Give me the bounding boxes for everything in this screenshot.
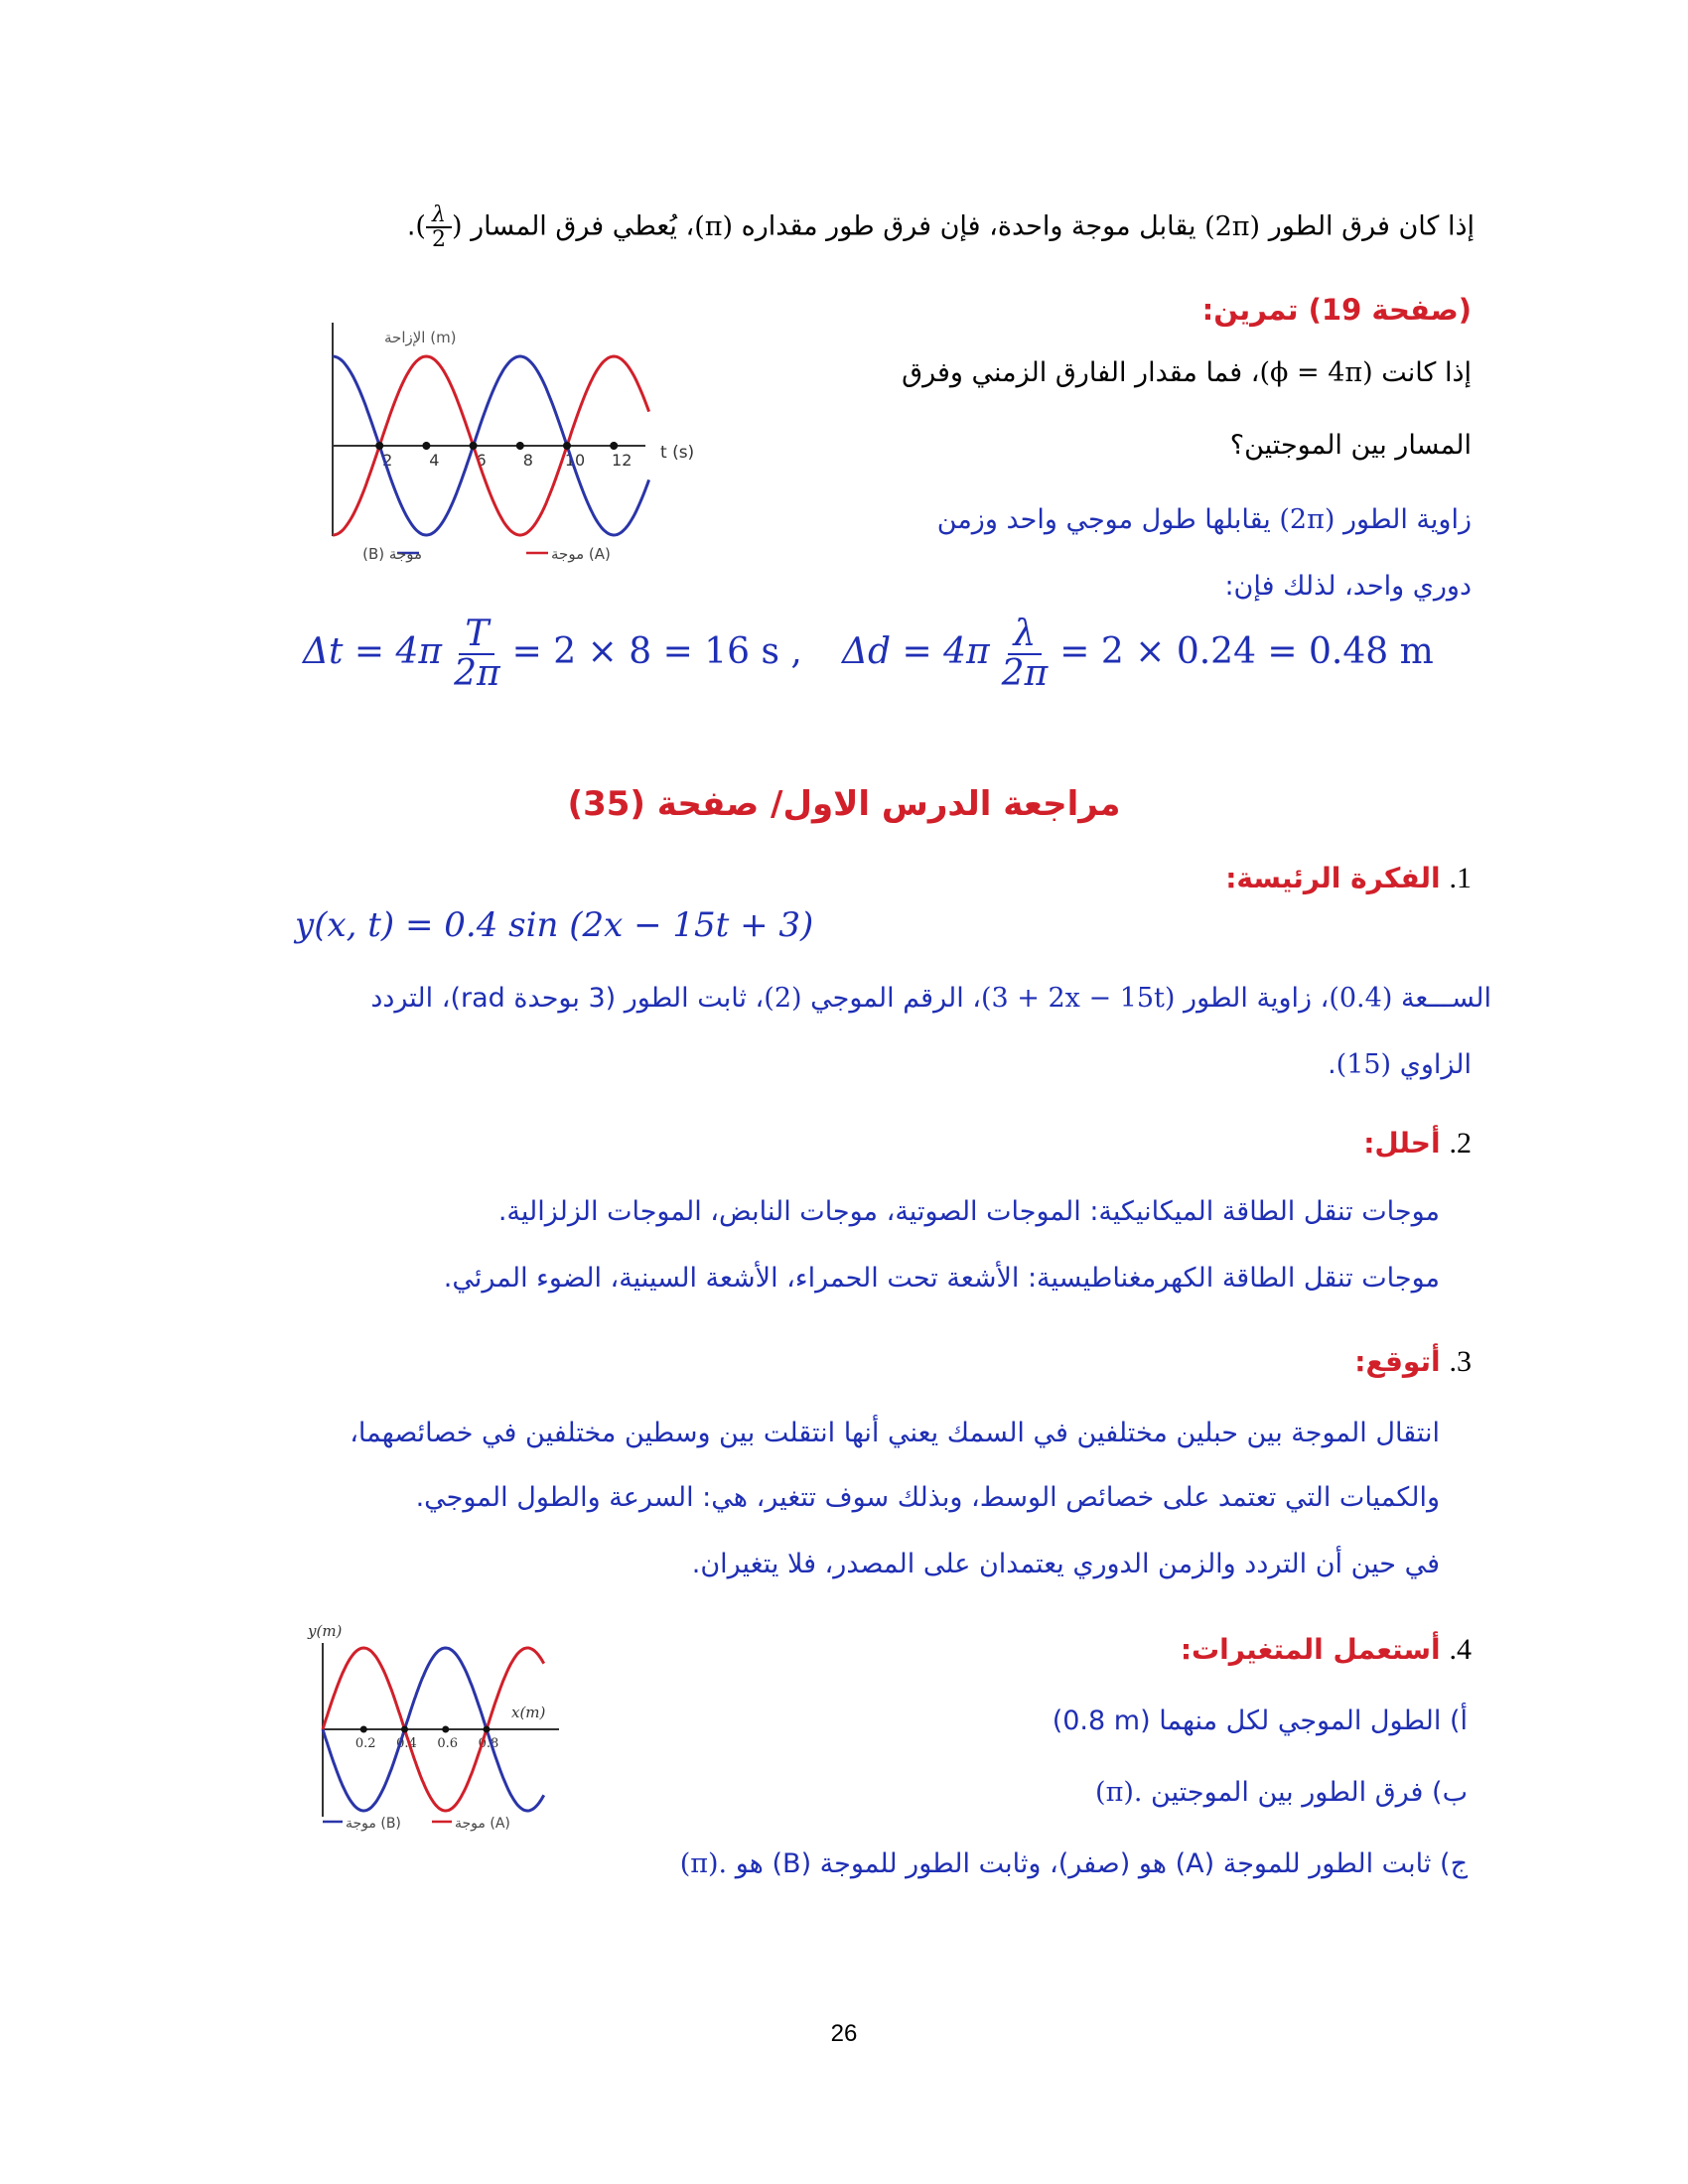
graph2-tick-label: 0.2 [354, 1736, 376, 1751]
graph2-tick-label: 0.8 [478, 1736, 499, 1751]
q2-line2: موجات تنقل الطاقة الكهرمغناطيسية: الأشعة تحت الحمراء، الأشعة السينية، الضوء المرئي. [443, 1263, 1440, 1294]
q1-line2-a: الزاوي [1399, 1049, 1472, 1080]
graph1-legend-a: موجة (A) [551, 545, 611, 563]
exercise-a-text-a: زاوية الطور [1342, 504, 1472, 535]
exercise-heading: (صفحة 19) تمرين: [1201, 293, 1472, 327]
q1-answer-line2 [1328, 1049, 1472, 1080]
q2-title: أحلل: [1363, 1127, 1441, 1160]
lambda-numerator: λ [426, 204, 452, 228]
q3-heading [1354, 1345, 1472, 1379]
equation-delta-d [842, 615, 1434, 693]
q2-line1: موجات تنقل الطاقة الميكانيكية: الموجات الصوتية، موجات النابض، الموجات الزلزالية. [497, 1196, 1440, 1227]
q1-line2-end: . [1328, 1049, 1336, 1080]
graph1-tick-label: 8 [522, 451, 533, 470]
q4-c-value: (π). [679, 1848, 728, 1879]
graph2-node-dot [401, 1726, 408, 1733]
exercise-phi: (ϕ = 4π) [1259, 357, 1373, 388]
eq-dd-lhs: Δd = 4π [842, 630, 990, 672]
q1-title: الفكرة الرئيسة: [1225, 862, 1441, 894]
q4-b-value: (π). [1095, 1777, 1143, 1808]
graph1-node-dot [610, 442, 618, 450]
top-note-text-c: ، يُعطي فرق المسار [471, 210, 695, 242]
q1-ans-b: ، زاوية الطور [1184, 983, 1330, 1014]
wave-graph-time [323, 313, 720, 571]
q1-heading [1225, 862, 1472, 895]
q2-number: 2. [1449, 1127, 1472, 1160]
exercise-a-text-b: يقابلها طول موجي واحد وزمن [936, 504, 1271, 535]
q4-a-text: الطول الموجي لكل منهما [1159, 1706, 1442, 1736]
graph1-tick-label: 6 [476, 451, 487, 470]
graph1-tick-label: 10 [564, 451, 586, 470]
equation-delta-t [303, 615, 802, 693]
graph2-node-dot [442, 1726, 449, 1733]
top-note-phase-pi: (π) [694, 210, 734, 242]
q4-item-a [1053, 1706, 1468, 1736]
graph2-node-dot [360, 1726, 367, 1733]
q4-a-value: (0.8 m) [1052, 1706, 1151, 1736]
q4-number: 4. [1449, 1633, 1472, 1666]
graph2-legend-a: موجة (A) [455, 1816, 510, 1832]
exercise-question-line2: المسار بين الموجتين؟ [1229, 430, 1472, 461]
top-note [407, 204, 1475, 251]
graph1-ylabel: الإزاحة (m) [384, 329, 457, 346]
page-number: 26 [830, 2020, 858, 2047]
graph1-node-dot [422, 442, 430, 450]
eq-dd-denominator: 2π [1001, 652, 1049, 694]
q2-heading [1363, 1127, 1472, 1160]
q3-number: 3. [1449, 1345, 1472, 1378]
top-note-lambda-half: ( $\frac{\lambda}{2}$ ) [415, 203, 463, 253]
graph2-tick-label: 0.6 [437, 1736, 459, 1751]
exercise-answer-line2: دوري واحد، لذلك فإن: [1224, 571, 1472, 602]
q1-wave-number: (2) [764, 983, 802, 1014]
graph2-node-dot [484, 1726, 491, 1733]
q1-ans-e: ، التردد [370, 983, 451, 1014]
graph2-xlabel: x(m) [511, 1704, 546, 1721]
wave-graph-position [303, 1618, 571, 1837]
graph2-legend-b: موجة (B) [346, 1816, 401, 1832]
exercise-answer-line1 [937, 504, 1472, 535]
exercise-a-phase: (2π) [1279, 504, 1336, 535]
exercise-q-text-a: إذا كانت [1381, 357, 1472, 388]
q4-item-b [1095, 1777, 1468, 1808]
eq-dt-denominator: 2π [454, 652, 500, 694]
q4-b-text: فرق الطور بين الموجتين [1151, 1777, 1424, 1808]
q3-title: أتوقع: [1354, 1345, 1441, 1378]
q1-answer-line1 [194, 983, 1491, 1014]
graph2-tick-label: 0.4 [396, 1736, 417, 1751]
top-note-text-a: إذا كان فرق الطور [1268, 210, 1475, 242]
q3-line1: انتقال الموجة بين حبلين مختلفين في السمك يعني أنها انتقلت بين وسطين مختلفين في خصائصهما، [350, 1418, 1440, 1448]
review-title: مراجعة الدرس الاول/ صفحة (35) [567, 784, 1121, 824]
q1-angular-freq: (15) [1336, 1049, 1392, 1080]
q1-phase-const: (3 بوحدة rad) [450, 983, 617, 1014]
exercise-q-text-b: ، فما مقدار الفارق الزمني وفرق [902, 357, 1260, 388]
graph2-ticks [355, 1736, 498, 1751]
graph1-node-dot [563, 442, 571, 450]
q3-line3: في حين أن التردد والزمن الدوري يعتمدان على المصدر، فلا يتغيران. [691, 1549, 1440, 1579]
q1-ans-a: الســـعة [1400, 983, 1491, 1014]
top-note-text-b: يقابل موجة واحدة، فإن فرق طور مقداره [741, 210, 1196, 242]
q3-line2: والكميات التي تعتمد على خصائص الوسط، وبذلك سوف تتغير، هي: السرعة والطول الموجي. [415, 1482, 1440, 1513]
q1-phase: (3 + 2x − 15t) [981, 983, 1176, 1014]
eq-dt-rhs: = 2 × 8 = 16 s , [511, 630, 802, 672]
eq-dt-lhs: Δt = 4π [303, 630, 443, 672]
graph2-ylabel: y(m) [308, 1622, 343, 1640]
top-note-end: . [406, 210, 416, 242]
graph1-node-dot [470, 442, 478, 450]
graph1-xlabel: t (s) [660, 443, 695, 463]
q4-c-text: ثابت الطور للموجة (A) هو (صفر)، وثابت الطور للموجة (B) هو [735, 1848, 1432, 1879]
q4-title: أستعمل المتغيرات: [1180, 1633, 1441, 1666]
eq-dt-numerator: T [459, 615, 494, 655]
graph1-node-dot [516, 442, 524, 450]
q4-a-label: أ) [1449, 1706, 1468, 1736]
q1-amplitude: (0.4) [1329, 983, 1393, 1014]
q1-equation: y(x, t) = 0.4 sin (2x − 15t + 3) [295, 905, 814, 945]
q1-ans-d: ، ثابت الطور [624, 983, 765, 1014]
q4-b-label: ب) [1432, 1777, 1468, 1808]
exercise-question-line1 [902, 357, 1472, 388]
q4-item-c [680, 1848, 1468, 1879]
graph1-tick-label: 2 [382, 451, 393, 470]
q1-number: 1. [1449, 862, 1472, 894]
top-note-phase-2pi: (2π) [1204, 210, 1261, 242]
graph1-tick-label: 4 [429, 451, 440, 470]
lambda-denominator: 2 [431, 227, 446, 253]
q4-c-label: ج) [1440, 1848, 1468, 1879]
eq-dd-numerator: λ [1008, 615, 1043, 655]
eq-dd-rhs: = 2 × 0.24 = 0.48 m [1059, 630, 1434, 672]
graph1-legend-b: موجة (B) [362, 545, 422, 563]
q4-heading [1181, 1633, 1472, 1667]
graph1-tick-label: 12 [612, 451, 633, 470]
q1-ans-c: ، الرقم الموجي [810, 983, 981, 1014]
graph1-node-dot [375, 442, 383, 450]
